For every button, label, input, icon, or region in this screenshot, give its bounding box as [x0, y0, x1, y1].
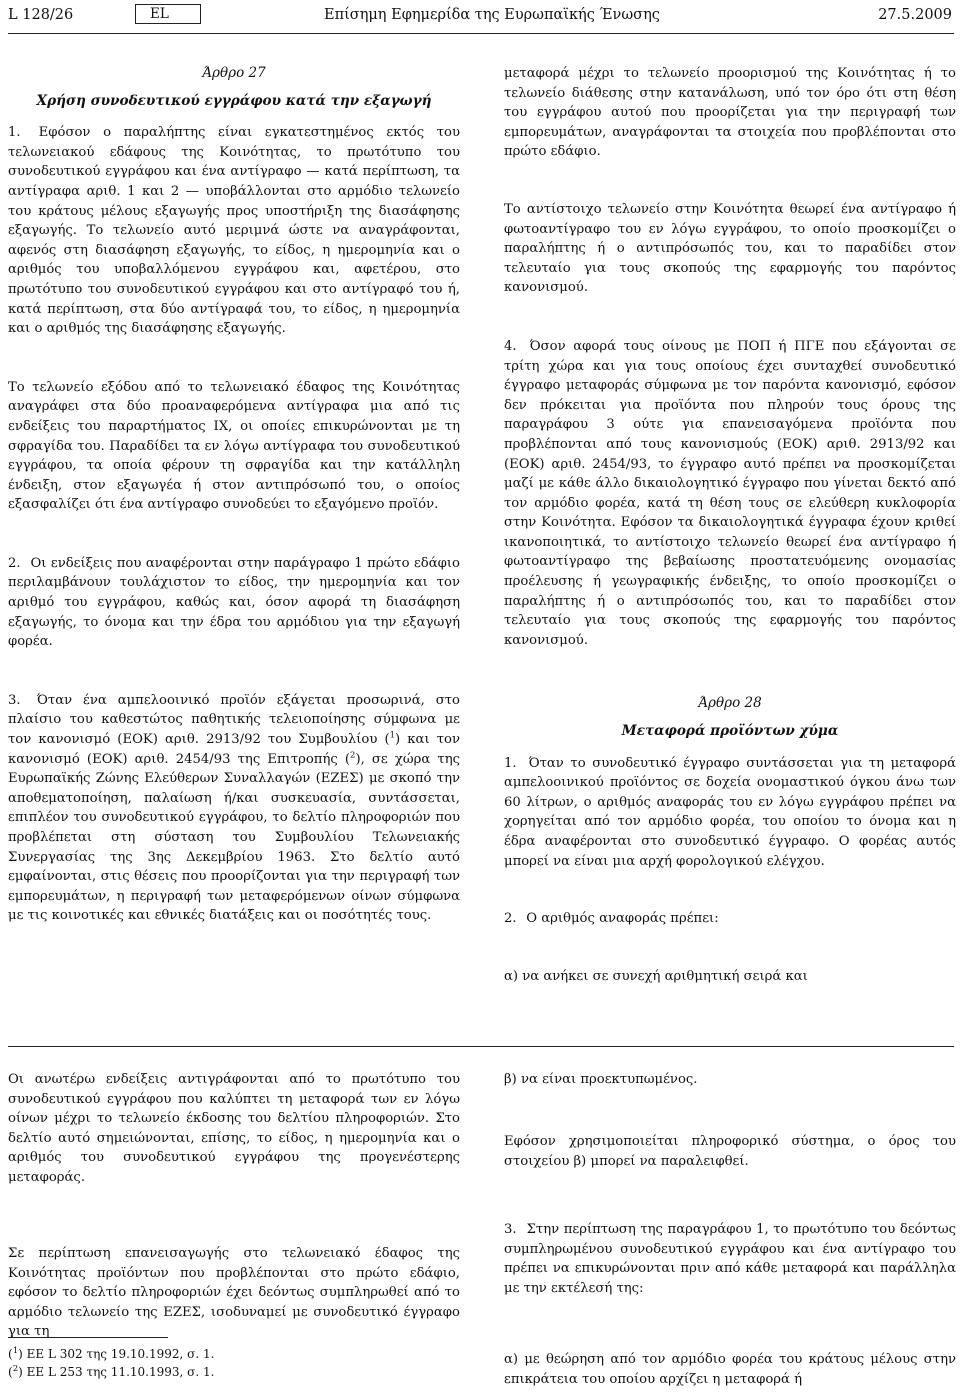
article-27-paragraph-1 [8, 123, 460, 339]
footnote-2: ($^2$) ΕΕ L 253 της 11.10.1993, σ. 1. [8, 1364, 215, 1379]
article-27-paragraph-1-second: Το τελωνείο εξόδου από το τελωνειακό έδαφος της Κοινότητας αναγράφει στα δύο προαναφερόμενα αντίγραφα μια από τις ενδείξεις του παραρτήματος IX, οι οποίες επικυρώνονται με τη σφραγίδα του. Παραδίδει τα εν λόγω αντίγραφα του συνοδευτικού εγγράφου, τα οποία φέρουν τη σφραγίδα και την κατάλληλη ένδειξη, στον εξαγωγέα ή στον αντιπρόσωπό του, ο οποίος εξασφαλίζει ότι ένα αντίγραφο συνοδεύει το εξαγόμενο προϊόν. [8, 379, 460, 513]
copy-paragraph: Το αντίστοιχο τελωνείο στην Κοινότητα θεωρεί ένα αντίγραφο ή φωτοαντίγραφο του εν λόγω εγγράφου, το οποίο προσκομίζει ο παραλήπτης ή ο αντιπρόσωπός του, και το παραδίδει στον τελευταίο για τους σκοπούς της εφαρμογής του παρόντος κανονισμού. [504, 201, 956, 296]
right-column [504, 64, 956, 986]
continued-paragraph: μεταφορά μέχρι το τελωνείο προορισμού της Κοινότητας ή το τελωνείο διάθεσης στην κατανάλωση, υπό τον όρο ότι στη θέση του εγγράφου αυτού που προορίζεται για την περιγραφή των εμπορευμάτων, αναγράφονται τα στοιχεία που προβλέπονται στο πρώτο εδάφιο. [504, 66, 956, 160]
paragraph-text: ), σε χώρα της Ευρωπαϊκής Ζώνης Ελεύθερων Συναλλαγών (ΕΖΕΣ) με σκοπό την αποθεματοποίηση, παλαίωση ή/και συσκευασία, συντάσσεται, επιπλέον του συνοδευτικού εγγράφου, το δελτίο πληροφοριών που προβλέπεται στη σύσταση του Συμβουλίου Τελωνειακής Συνεργασίας της 3ης Δεκεμβρίου 1963. Στο δελτίο αυτό εμφαίνονται, στις θέσεις που προορίζονται για την περιγραφή των εμπορευμάτων, η περιγραφή των μεταφερόμενων οίνων σύμφωνα με τις κοινοτικές και εθνικές διατάξεις και οι ποσότητές τους. [8, 751, 460, 924]
footnote-text: ΕΕ L 253 της 11.10.1993, σ. 1. [26, 1365, 215, 1379]
paragraph-text: ) και τον κανονισμό (ΕΟΚ) αριθ. 2454/93 της Επιτροπής ( [8, 732, 460, 767]
footnote-rule [8, 1337, 168, 1338]
journal-title: Επίσημη Εφημερίδα της Ευρωπαϊκής Ένωσης [324, 7, 660, 23]
footnote-mark: 1 [12, 1346, 19, 1356]
paragraph-text: Όταν ένα αμπελοοινικό προϊόν εξάγεται προσωρινά, στο πλαίσιο του καθεστώτος παθητικής τελειοποίησης σύμφωνα με τον κανονισμό (ΕΟΚ) αριθ. 2913/92 του Συμβουλίου ( [8, 692, 460, 748]
article-28-item-a: α) να ανήκει σε συνεχή αριθμητική σειρά και [504, 968, 808, 984]
footnote-text: ΕΕ L 302 της 19.10.1992, σ. 1. [26, 1347, 215, 1361]
paragraph-text: Ο αριθμός αναφοράς πρέπει: [526, 911, 719, 927]
article-28-heading: Μεταφορά προϊόντων χύμα [621, 723, 839, 740]
lower-left-paragraph-1: Οι ανωτέρω ενδείξεις αντιγράφονται από το πρωτότυπο του συνοδευτικού εγγράφου που καλύπτει τη μεταφορά των εν λόγω οίνων μέχρι το τελωνείο έκδοσης του δελτίου πληροφοριών. Στο δελτίο αυτό σημειώνονται, επίσης, το είδος, η ημερομηνία και ο αριθμός του συνοδευτικού εγγράφου της προγενέστερης μεταφοράς. [8, 1072, 460, 1185]
paragraph-number: 3. [8, 692, 21, 708]
paragraph-text: Όταν το συνοδευτικό έγγραφο συντάσσεται για τη μεταφορά αμπελοοινικού προϊόντος σε δοχεία ονομαστικού όγκου άνω των 60 λίτρων, ο αριθμός αναφοράς του εν λόγω εγγράφου πρέπει να χορηγείται από τον αρμόδιο φορέα, του οποίου το όνομα και η έδρα αναφέρονται στο συνοδευτικό έγγραφο. Ο φορέας αυτός μπορεί να είναι μια αρχή φορολογικού ελέγχου. [504, 755, 957, 869]
article-27-paragraph-4 [504, 337, 956, 651]
paragraph-text: Οι ενδείξεις που αναφέρονται στην παράγραφο 1 πρώτο εδάφιο περιλαμβάνουν τουλάχιστον το είδος, την ημερομηνία και τον αριθμό του εγγράφου, καθώς και, όσον αφορά τη διασάφηση εξαγωγής, το όνομα και την έδρα του αρμόδιου για την εξαγωγή φορέα. [8, 555, 460, 650]
article-28-item-b: β) να είναι προεκτυπωμένος. [504, 1072, 698, 1087]
paragraph-number: 4. [504, 338, 517, 354]
paragraph-text: Εφόσον ο παραλήπτης είναι εγκατεστημένος εκτός του τελωνειακού εδάφους της Κοινότητας, το πρωτότυπο του συνοδευτικού εγγράφου και ένα αντίγραφο — κατά περίπτωση, τα αντίγραφα αριθ. 1 και 2 — υποβάλλονται στο αρμόδιο τελωνείο του κράτους μέλους εξαγωγής προς υποστήριξη της διασάφησης εξαγωγής. Το τελωνείο αυτό μεριμνά ώστε να αναγράφονται, αφενός στη διασάφηση εξαγωγής, το είδος, η ημερομηνία και ο αριθμός του υποβαλλόμενου εγγράφου και, αφετέρου, στο πρωτότυπο του συνοδευτικού εγγράφου και στο αντίγραφό του ή, κατά περίπτωση, στα δύο αντίγραφά του, το είδος, η ημερομηνία και ο αριθμός της διασάφησης εξαγωγής. [8, 125, 460, 337]
article-28-electronic-note: Εφόσον χρησιμοποιείται πληροφορικό σύστημα, ο όρος του στοιχείου β) μπορεί να παραλειφθεί. [504, 1134, 956, 1169]
article-27-paragraph-3 [8, 691, 460, 926]
footnote-mark: 2 [12, 1364, 19, 1374]
article-28-paragraph-1 [504, 754, 956, 872]
paragraph-number: 3. [504, 1222, 517, 1237]
issue-date: 27.5.2009 [878, 7, 952, 23]
paragraph-number: 1. [8, 125, 21, 141]
paragraph-number: 2. [8, 555, 21, 571]
article-27-heading: Χρήση συνοδευτικού εγγράφου κατά την εξαγωγή [36, 92, 432, 109]
left-column [8, 64, 460, 926]
footnote-1: ($^1$) ΕΕ L 302 της 19.10.1992, σ. 1. [8, 1346, 215, 1361]
paragraph-text: Στην περίπτωση της παραγράφου 1, το πρωτότυπο του δεόντως συμπληρωμένου συνοδευτικού εγγράφου και ένα αντίγραφο του πρέπει να επικυρώνονται πριν από κάθε μεταφορά και παράλληλα με την εκτέλεσή της: [504, 1222, 956, 1296]
footnote-ref-2: 2 [350, 750, 356, 761]
article-27-title: Άρθρο 27 [202, 65, 266, 81]
paragraph-number: 1. [504, 755, 517, 771]
paragraph-text: Όσον αφορά τους οίνους με ΠΟΠ ή ΠΓΕ που εξάγονται σε τρίτη χώρα και για τους οποίους έχει συνταχθεί συνοδευτικό έγγραφο μεταφοράς σύμφωνα με τον παρόντα κανονισμό, εφόσον δεν πρόκειται για προϊόντα που πληρούν τους όρους της παραγράφου 3 ούτε για επανεισαγόμενα προϊόντα που προβλέπονται από τους κανονισμούς (ΕΟΚ) αριθ. 2913/92 και (ΕΟΚ) αριθ. 2454/93, το έγγραφο αυτό πρέπει να προσκομίζεται μαζί με κάθε άλλο δικαιολογητικό έγγραφο που γίνεται δεκτό από τον αρμόδιο φορέα, κατά τη θέση τους σε ελεύθερη κυκλοφορία στην Κοινότητα. Εφόσον τα δικαιολογητικά έγγραφα έχουν κριθεί ικανοποιητικά, το αντίστοιχο τελωνείο θεωρεί ένα αντίγραφο ή φωτοαντίγραφο της βεβαίωσης προστατευόμενης ονομασίας προέλευσης ή γεωγραφικής ένδειξης, το οποίο προσκομίζει ο παραλήπτης ή ο αντιπρόσωπός του, και το παραδίδει στον τελευταίο για τους σκοπούς της εφαρμογής του παρόντος κανονισμού. [504, 338, 956, 648]
page-reference: L 128/26 [8, 7, 74, 23]
article-27-paragraph-2 [8, 554, 460, 652]
header-rule [8, 33, 954, 34]
article-28-title: Άρθρο 28 [698, 695, 762, 712]
page-header [0, 4, 960, 30]
footnote-ref-1: 1 [389, 730, 396, 741]
section-separator [8, 1046, 954, 1047]
language-box: EL [135, 4, 201, 24]
paragraph-number: 2. [504, 911, 517, 927]
article-28-paragraph-3-item-a: α) με θεώρηση από τον αρμόδιο φορέα του κράτους μέλους στην επικράτεια του οποίου αρχίζει η μεταφορά ή [504, 1352, 956, 1387]
lower-left-paragraph-2: Σε περίπτωση επανεισαγωγής στο τελωνειακό έδαφος της Κοινότητας προϊόντων που προβλέπονται στο πρώτο εδάφιο, εφόσον το δελτίο πληροφοριών έχει δεόντως συμπληρωθεί από το αρμόδιο τελωνείο της ΕΖΕΣ, ισοδυναμεί με συνοδευτικό έγγραφο για τη [8, 1246, 460, 1340]
article-28-paragraph-2 [504, 909, 956, 929]
article-28-paragraph-3 [504, 1220, 956, 1298]
